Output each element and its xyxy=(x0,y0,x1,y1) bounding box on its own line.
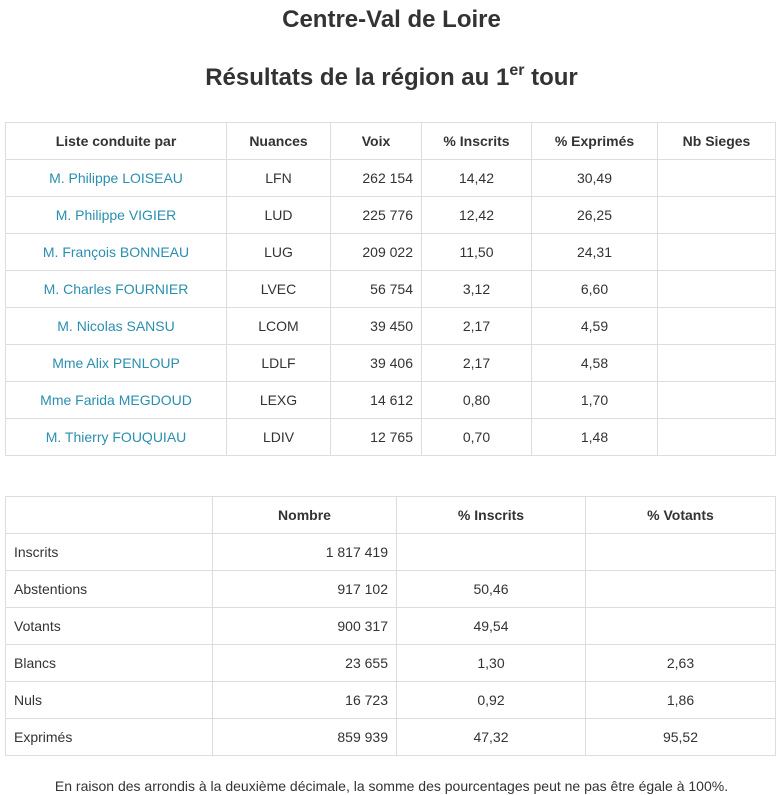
cell-pct-inscrits: 2,17 xyxy=(422,308,532,345)
cell-pct-inscrits: 2,17 xyxy=(422,345,532,382)
cell-sieges xyxy=(658,345,776,382)
cell-nombre: 917 102 xyxy=(213,571,397,608)
candidate-link[interactable]: M. Philippe LOISEAU xyxy=(49,170,183,186)
table-row xyxy=(6,682,776,719)
cell-liste xyxy=(6,345,227,382)
table-row xyxy=(6,234,776,271)
table-header-row xyxy=(6,123,776,160)
cell-liste xyxy=(6,382,227,419)
cell-sieges xyxy=(658,197,776,234)
cell-pct-inscrits: 47,32 xyxy=(397,719,586,756)
table-row xyxy=(6,308,776,345)
cell-nuance: LFN xyxy=(227,160,331,197)
table-row xyxy=(6,197,776,234)
cell-pct-exprimes: 6,60 xyxy=(532,271,658,308)
cell-pct-exprimes: 1,48 xyxy=(532,419,658,456)
table-row xyxy=(6,160,776,197)
cell-pct-votants xyxy=(586,571,776,608)
header-pct-exprimes: % Exprimés xyxy=(532,123,658,160)
table-row xyxy=(6,419,776,456)
cell-pct-inscrits: 50,46 xyxy=(397,571,586,608)
table-row xyxy=(6,382,776,419)
cell-nuance: LCOM xyxy=(227,308,331,345)
cell-nombre: 23 655 xyxy=(213,645,397,682)
candidate-link[interactable]: M. Philippe VIGIER xyxy=(55,207,177,223)
cell-nuance: LUG xyxy=(227,234,331,271)
cell-pct-exprimes: 4,59 xyxy=(532,308,658,345)
cell-pct-votants: 95,52 xyxy=(586,719,776,756)
subtitle-sup: er xyxy=(509,62,525,79)
cell-label: Nuls xyxy=(6,682,213,719)
cell-liste xyxy=(6,197,227,234)
subtitle-prefix: Résultats de la région au 1 xyxy=(205,64,510,91)
cell-pct-exprimes: 4,58 xyxy=(532,345,658,382)
cell-sieges xyxy=(658,382,776,419)
cell-sieges xyxy=(658,308,776,345)
cell-voix: 14 612 xyxy=(331,382,422,419)
cell-liste xyxy=(6,160,227,197)
cell-sieges xyxy=(658,419,776,456)
header-pct-inscrits: % Inscrits xyxy=(397,497,586,534)
cell-pct-inscrits: 11,50 xyxy=(422,234,532,271)
table-row xyxy=(6,271,776,308)
header-nb-sieges: Nb Sieges xyxy=(658,123,776,160)
subtitle-suffix: tour xyxy=(524,64,578,91)
cell-pct-exprimes: 30,49 xyxy=(532,160,658,197)
cell-pct-inscrits: 0,80 xyxy=(422,382,532,419)
cell-pct-exprimes: 1,70 xyxy=(532,382,658,419)
cell-pct-inscrits: 1,30 xyxy=(397,645,586,682)
table-row xyxy=(6,571,776,608)
cell-pct-inscrits: 49,54 xyxy=(397,608,586,645)
cell-sieges xyxy=(658,160,776,197)
header-empty xyxy=(6,497,213,534)
cell-pct-votants: 2,63 xyxy=(586,645,776,682)
table-header-row xyxy=(6,497,776,534)
rounding-note: En raison des arrondis à la deuxième décimale, la somme des pourcentages peut ne pas être égale à 100%. xyxy=(54,778,729,794)
candidate-link[interactable]: M. François BONNEAU xyxy=(42,244,190,260)
cell-pct-votants: 1,86 xyxy=(586,682,776,719)
header-liste: Liste conduite par xyxy=(6,123,227,160)
cell-voix: 209 022 xyxy=(331,234,422,271)
candidate-link[interactable]: M. Nicolas SANSU xyxy=(57,318,175,334)
cell-nuance: LDLF xyxy=(227,345,331,382)
cell-nombre: 859 939 xyxy=(213,719,397,756)
cell-pct-inscrits: 14,42 xyxy=(422,160,532,197)
cell-sieges xyxy=(658,271,776,308)
cell-liste xyxy=(6,271,227,308)
table-row xyxy=(6,534,776,571)
cell-pct-votants xyxy=(586,534,776,571)
cell-nuance: LDIV xyxy=(227,419,331,456)
page-subtitle xyxy=(0,64,783,92)
cell-pct-inscrits: 12,42 xyxy=(422,197,532,234)
table-row xyxy=(6,719,776,756)
cell-nombre: 16 723 xyxy=(213,682,397,719)
candidate-link[interactable]: M. Charles FOURNIER xyxy=(43,281,189,297)
cell-pct-votants xyxy=(586,608,776,645)
cell-sieges xyxy=(658,234,776,271)
header-pct-inscrits: % Inscrits xyxy=(422,123,532,160)
page-title: Centre-Val de Loire xyxy=(282,6,501,33)
candidate-link[interactable]: Mme Alix PENLOUP xyxy=(52,355,180,371)
cell-pct-inscrits: 3,12 xyxy=(422,271,532,308)
cell-label: Exprimés xyxy=(6,719,213,756)
cell-label: Blancs xyxy=(6,645,213,682)
cell-voix: 262 154 xyxy=(331,160,422,197)
cell-label: Inscrits xyxy=(6,534,213,571)
header-nombre: Nombre xyxy=(213,497,397,534)
table-row xyxy=(6,608,776,645)
cell-nombre: 900 317 xyxy=(213,608,397,645)
header-nuances: Nuances xyxy=(227,123,331,160)
cell-pct-inscrits xyxy=(397,534,586,571)
cell-pct-inscrits: 0,92 xyxy=(397,682,586,719)
candidate-link[interactable]: Mme Farida MEGDOUD xyxy=(40,392,192,408)
cell-nuance: LVEC xyxy=(227,271,331,308)
table-row xyxy=(6,345,776,382)
cell-voix: 12 765 xyxy=(331,419,422,456)
lists-results-table xyxy=(5,122,776,456)
cell-pct-exprimes: 26,25 xyxy=(532,197,658,234)
candidate-link[interactable]: M. Thierry FOUQUIAU xyxy=(45,429,187,445)
cell-voix: 225 776 xyxy=(331,197,422,234)
cell-voix: 39 406 xyxy=(331,345,422,382)
header-pct-votants: % Votants xyxy=(586,497,776,534)
participation-table xyxy=(5,496,776,756)
cell-label: Votants xyxy=(6,608,213,645)
cell-liste xyxy=(6,308,227,345)
cell-voix: 39 450 xyxy=(331,308,422,345)
table-row xyxy=(6,645,776,682)
cell-liste xyxy=(6,419,227,456)
header-voix: Voix xyxy=(331,123,422,160)
cell-label: Abstentions xyxy=(6,571,213,608)
cell-nuance: LUD xyxy=(227,197,331,234)
cell-pct-inscrits: 0,70 xyxy=(422,419,532,456)
cell-liste xyxy=(6,234,227,271)
cell-pct-exprimes: 24,31 xyxy=(532,234,658,271)
cell-nombre: 1 817 419 xyxy=(213,534,397,571)
cell-voix: 56 754 xyxy=(331,271,422,308)
cell-nuance: LEXG xyxy=(227,382,331,419)
